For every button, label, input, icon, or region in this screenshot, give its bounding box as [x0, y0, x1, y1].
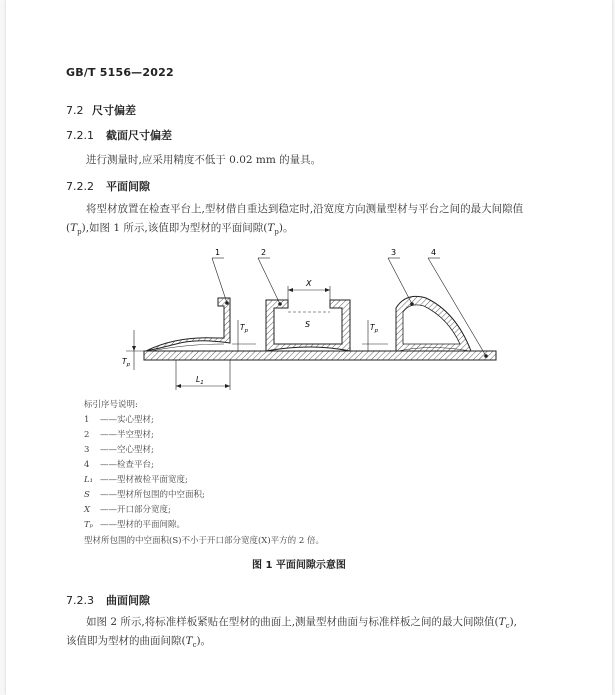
figure-note: 型材所包围的中空面积(S)不小于开口部分宽度(X)平方的 2 倍。: [84, 536, 324, 546]
section-number: 7.2.2: [66, 180, 94, 193]
callout-2: 2: [261, 248, 267, 257]
label-tp-mid: $T_p$: [240, 323, 249, 334]
legend-item: 3 ——空心型材;: [84, 445, 154, 455]
figure-caption: 图 1 平面间隙示意图: [252, 560, 346, 571]
section-7-2-2-heading: [66, 178, 150, 194]
legend-item: X ——开口部分宽度;: [84, 505, 171, 515]
label-tp-right: $T_p$: [370, 323, 379, 334]
section-number: 7.2.3: [66, 594, 94, 607]
section-7-2-3-text-line1: 如图 2 所示,将标准样板紧贴在型材的曲面上,测量型材曲面与标准样板之间的最大间隙值$(T_c)$,: [86, 616, 518, 631]
label-l1: $L_1$: [196, 375, 204, 386]
section-title: 截面尺寸偏差: [106, 129, 172, 142]
section-number: 7.2: [66, 104, 84, 117]
legend-item: Tₚ ——型材的平面间隙。: [84, 520, 186, 530]
callout-4: 4: [431, 248, 437, 257]
solid-profile: [146, 298, 230, 351]
legend-item: S ——型材所包围的中空面积;: [84, 490, 205, 500]
legend-item: 2 ——半空型材;: [84, 430, 154, 440]
section-7-2-3-heading: [66, 592, 150, 608]
section-number: 7.2.1: [66, 129, 94, 142]
section-7-2-2-text-line2: $(T_p)$,如图 1 所示,该值即为型材的平面间隙$(T_p)$。: [66, 222, 294, 237]
document-page: [6, 0, 612, 695]
legend-item: 4 ——检查平台;: [84, 460, 154, 470]
callout-1: 1: [215, 248, 221, 257]
section-title: 尺寸偏差: [92, 104, 136, 117]
section-title: 平面间隙: [106, 180, 150, 193]
label-s: S: [305, 320, 311, 329]
section-title: 曲面间隙: [106, 594, 150, 607]
legend-item: L₁ ——型材被检平面宽度;: [84, 475, 188, 485]
label-x: X: [306, 279, 312, 288]
legend-title: 标引序号说明:: [84, 400, 138, 410]
legend-item: 1 ——实心型材;: [84, 415, 154, 425]
section-7-2-3-text-line2: 该值即为型材的曲面间隙$(T_c)$。: [66, 635, 212, 650]
callout-3: 3: [391, 248, 397, 257]
section-7-2-2-text-line1: 将型材放置在检查平台上,型材借自重达到稳定时,沿宽度方向测量型材与平台之间的最大间隙值: [86, 203, 524, 215]
standard-code: GB/T 5156—2022: [66, 66, 174, 79]
section-7-2-heading: [66, 102, 136, 118]
section-7-2-1-heading: [66, 127, 172, 143]
section-7-2-1-text: 进行测量时,应采用精度不低于 0.02 mm 的量具。: [86, 154, 322, 166]
inspection-platform: [144, 351, 496, 360]
label-tp-left: $T_p$: [122, 357, 131, 368]
flatness-gap-diagram: [106, 240, 526, 400]
